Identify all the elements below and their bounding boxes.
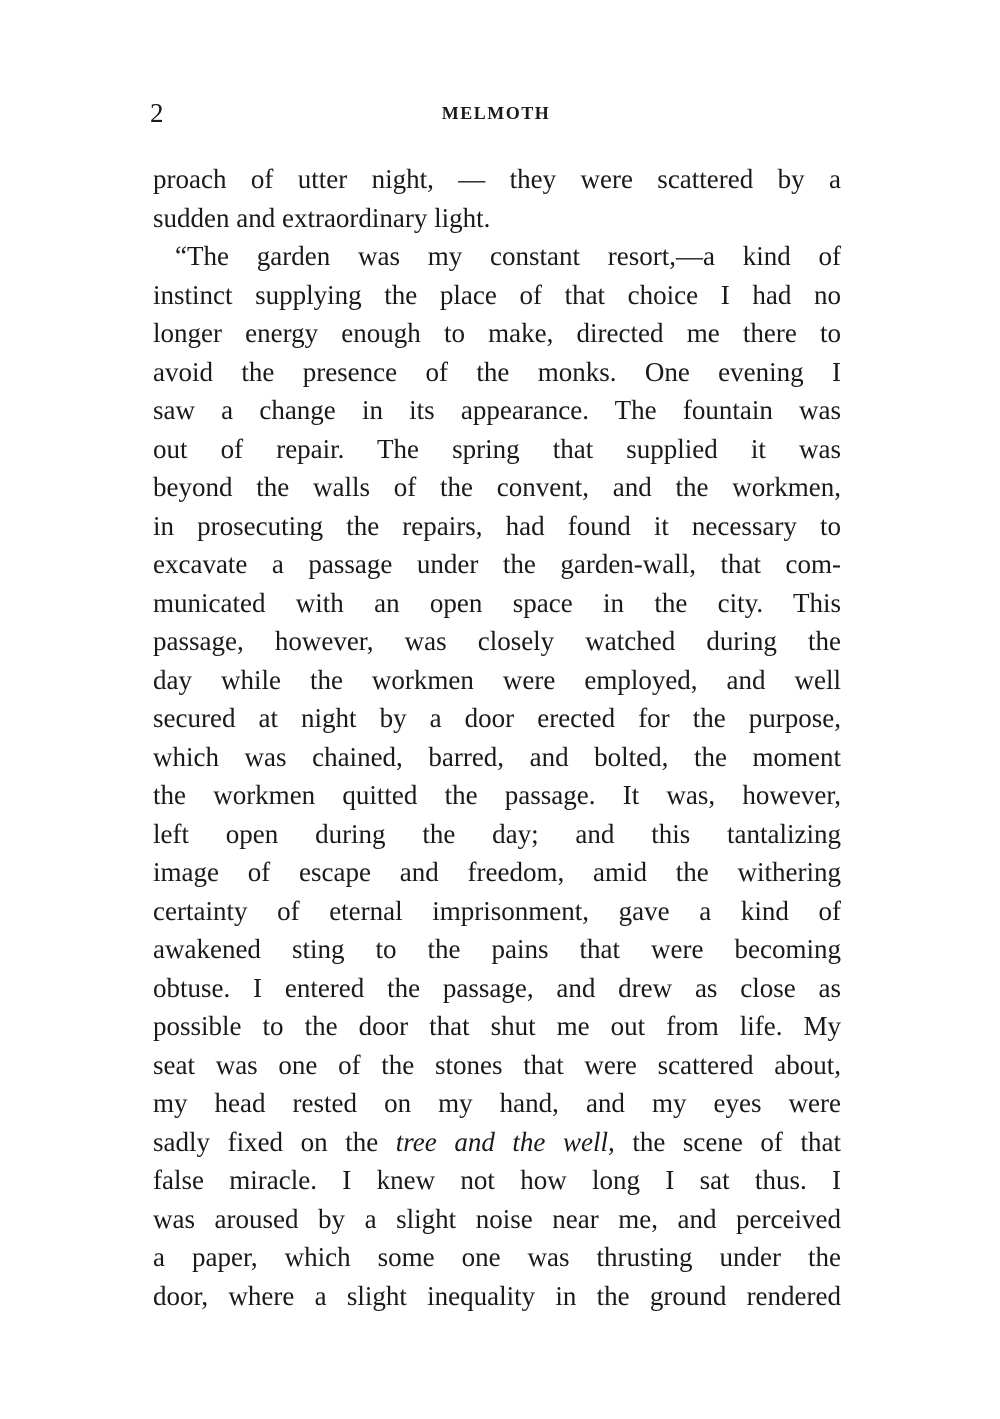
text-line: the workmen quitted the passage. It was, however, [153,780,841,810]
text-line: awakened sting to the pains that were becoming [153,934,841,964]
text-line: instinct supplying the place of that choice I had no [153,279,841,310]
text-line: a paper, which some one was thrusting under the [153,1242,841,1272]
text-segment: sadly fixed on the [153,1126,396,1157]
text-line: “The garden was my constant resort,—a kind of [175,241,841,271]
running-title: MELMOTH [441,103,551,123]
text-line: day while the workmen were employed, and well [153,664,841,695]
text-line: avoid the presence of the monks. One evening I [153,356,841,387]
text-line: in prosecuting the repairs, had found it necessary to [153,510,841,541]
body-text [153,160,841,1315]
text-line: secured at night by a door erected for the purpose, [153,703,841,733]
text-line: saw a change in its appearance. The fountain was [153,395,841,425]
text-line: municated with an open space in the city. This [153,587,841,618]
text-line: beyond the walls of the convent, and the workmen, [153,472,841,502]
text-line: sudden and extraordinary light. [153,202,491,233]
text-segment: the scene of that [614,1126,841,1157]
page-number: 2 [150,98,164,128]
text-line: which was chained, barred, and bolted, the moment [153,741,841,772]
text-line: proach of utter night, — they were scattered by a [153,164,841,194]
text-line: passage, however, was closely watched during the [153,626,841,656]
text-line: false miracle. I knew not how long I sat thus. I [153,1165,841,1195]
text-line: obtuse. I entered the passage, and drew as close as [153,972,841,1003]
text-line-with-italic [153,1123,841,1162]
running-head [150,96,842,136]
text-line: longer energy enough to make, directed me there to [153,318,841,348]
text-line: certainty of eternal imprisonment, gave a kind of [153,895,841,926]
text-line: my head rested on my hand, and my eyes were [153,1088,841,1118]
text-line: seat was one of the stones that were scattered about, [153,1049,841,1080]
text-line: left open during the day; and this tantalizing [153,818,841,849]
text-line: possible to the door that shut me out from life. My [153,1011,841,1041]
text-line: was aroused by a slight noise near me, and perceived [153,1203,841,1234]
italic-phrase: tree and the well, [395,1126,615,1157]
text-line: out of repair. The spring that supplied it was [153,433,841,464]
text-line: door, where a slight inequality in the ground rendered [153,1280,841,1311]
text-line: image of escape and freedom, amid the withering [153,857,841,887]
text-line: excavate a passage under the garden-wall, that com- [153,549,841,579]
